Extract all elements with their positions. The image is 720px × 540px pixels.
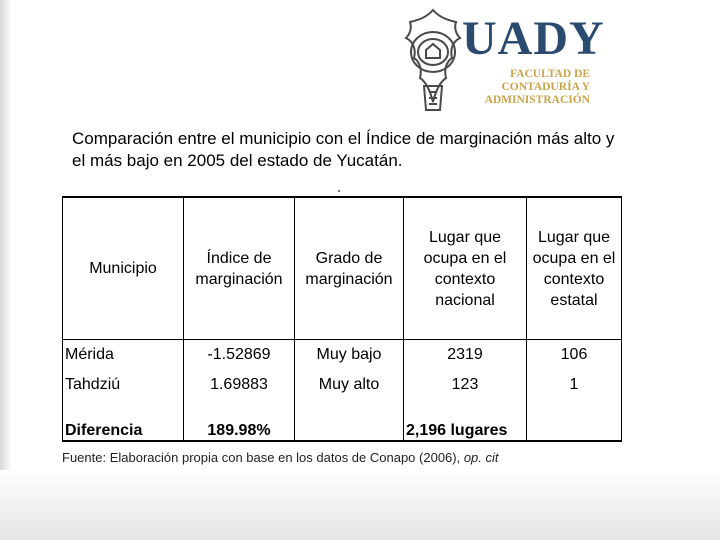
footnote-italic: op. cit (463, 450, 499, 465)
source-footnote (62, 450, 662, 465)
header-estatal: Lugar que ocupa en el contexto estatal (527, 197, 622, 340)
table-row (63, 340, 622, 371)
bottom-edge-shade (0, 470, 720, 540)
cell-diferencia-grado (295, 400, 404, 441)
cell-grado: Muy bajo (295, 340, 404, 371)
cell-estatal: 106 (527, 340, 622, 371)
cell-municipio: Mérida (63, 340, 184, 371)
cell-diferencia-estatal (527, 400, 622, 441)
footnote-text: Fuente: Elaboración propia con base en los datos de Conapo (2006), (62, 450, 464, 465)
table-row-diferencia (63, 400, 622, 441)
header-municipio: Municipio (63, 197, 184, 340)
logo-subtitle (480, 68, 590, 107)
logo-name: UADY (462, 12, 605, 65)
left-edge-shade (0, 0, 12, 540)
cell-nacional: 123 (404, 370, 527, 400)
cell-diferencia-label: Diferencia (63, 400, 184, 441)
cell-indice: -1.52869 (184, 340, 295, 371)
marginacion-table (62, 196, 622, 442)
header-grado: Grado de marginación (295, 197, 404, 340)
table-header-row (63, 197, 622, 340)
logo-subtitle-line: FACULTAD DE (510, 68, 590, 80)
stray-dot (338, 190, 340, 192)
page-title: Comparación entre el municipio con el Índice de marginación más alto y el más bajo en 2005 del estado de Yucatán. (72, 129, 615, 170)
header-indice: Índice de marginación (184, 197, 295, 340)
logo-subtitle-line: CONTADURÍA Y (501, 81, 590, 93)
header-nacional: Lugar que ocupa en el contexto nacional (404, 197, 527, 340)
cell-grado: Muy alto (295, 370, 404, 400)
cell-diferencia-indice: 189.98% (184, 400, 295, 441)
logo-subtitle-line: ADMINISTRACIÓN (484, 94, 590, 106)
cell-municipio: Tahdziú (63, 370, 184, 400)
cell-estatal: 1 (527, 370, 622, 400)
university-crest-icon (396, 6, 470, 118)
cell-diferencia-nacional: 2,196 lugares (404, 400, 527, 441)
table-row (63, 370, 622, 400)
cell-indice: 1.69883 (184, 370, 295, 400)
cell-nacional: 2319 (404, 340, 527, 371)
